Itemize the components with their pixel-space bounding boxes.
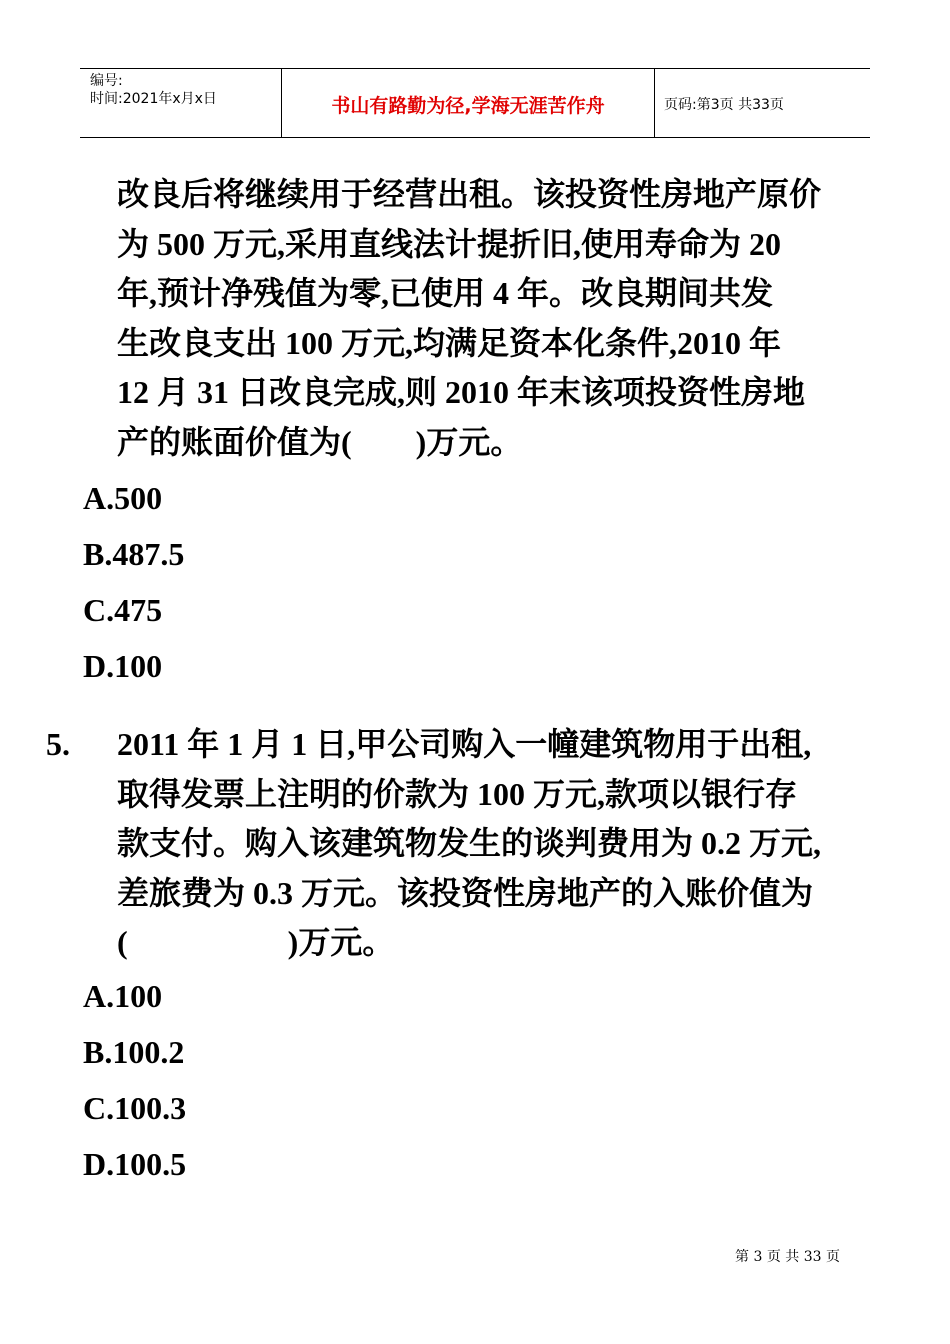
question-5-stem <box>117 720 917 968</box>
stem-line: 12 月 31 日改良完成,则 2010 年末该项投资性房地 <box>117 374 806 410</box>
page-header <box>80 68 870 138</box>
question-5-option-d: D.100.5 <box>83 1146 187 1182</box>
header-page-info: 页码:第3页 共33页 <box>664 97 784 113</box>
stem-line: 款支付。购入该建筑物发生的谈判费用为 0.2 万元, <box>117 825 822 861</box>
stem-line: 改良后将继续用于经营出租。该投资性房地产原价 <box>117 176 822 212</box>
header-divider <box>654 69 655 137</box>
stem-line: ( )万元。 <box>117 924 395 960</box>
question-4-option-d: D.100 <box>83 648 163 684</box>
stem-line: 取得发票上注明的价款为 100 万元,款项以银行存 <box>117 775 798 812</box>
stem-line: 生改良支出 100 万元,均满足资本化条件,2010 年 <box>117 324 782 361</box>
header-meta <box>90 72 217 108</box>
question-5-option-b: B.100.2 <box>83 1034 185 1070</box>
page-footer: 第 3 页 共 33 页 <box>735 1249 840 1265</box>
header-date: 时间:2021年x月x日 <box>90 91 217 107</box>
stem-line: 年,预计净残值为零,已使用 4 年。改良期间共发 <box>117 275 774 311</box>
question-4-stem <box>117 170 917 467</box>
question-5-option-a: A.100 <box>83 978 163 1014</box>
question-5-option-c: C.100.3 <box>83 1090 187 1126</box>
header-motto: 书山有路勤为径,学海无涯苦作舟 <box>331 95 605 117</box>
stem-line: 产的账面价值为( )万元。 <box>117 423 523 460</box>
question-5-number: 5. <box>46 726 70 762</box>
stem-line: 为 500 万元,采用直线法计提折旧,使用寿命为 20 <box>117 225 782 262</box>
stem-line: 2011 年 1 月 1 日,甲公司购入一幢建筑物用于出租, <box>117 726 812 762</box>
header-code-label: 编号: <box>90 73 123 89</box>
question-4-option-a: A.500 <box>83 480 163 516</box>
stem-line: 差旅费为 0.3 万元。该投资性房地产的入账价值为 <box>117 874 814 911</box>
question-4-option-c: C.475 <box>83 592 163 628</box>
question-4-option-b: B.487.5 <box>83 536 185 572</box>
